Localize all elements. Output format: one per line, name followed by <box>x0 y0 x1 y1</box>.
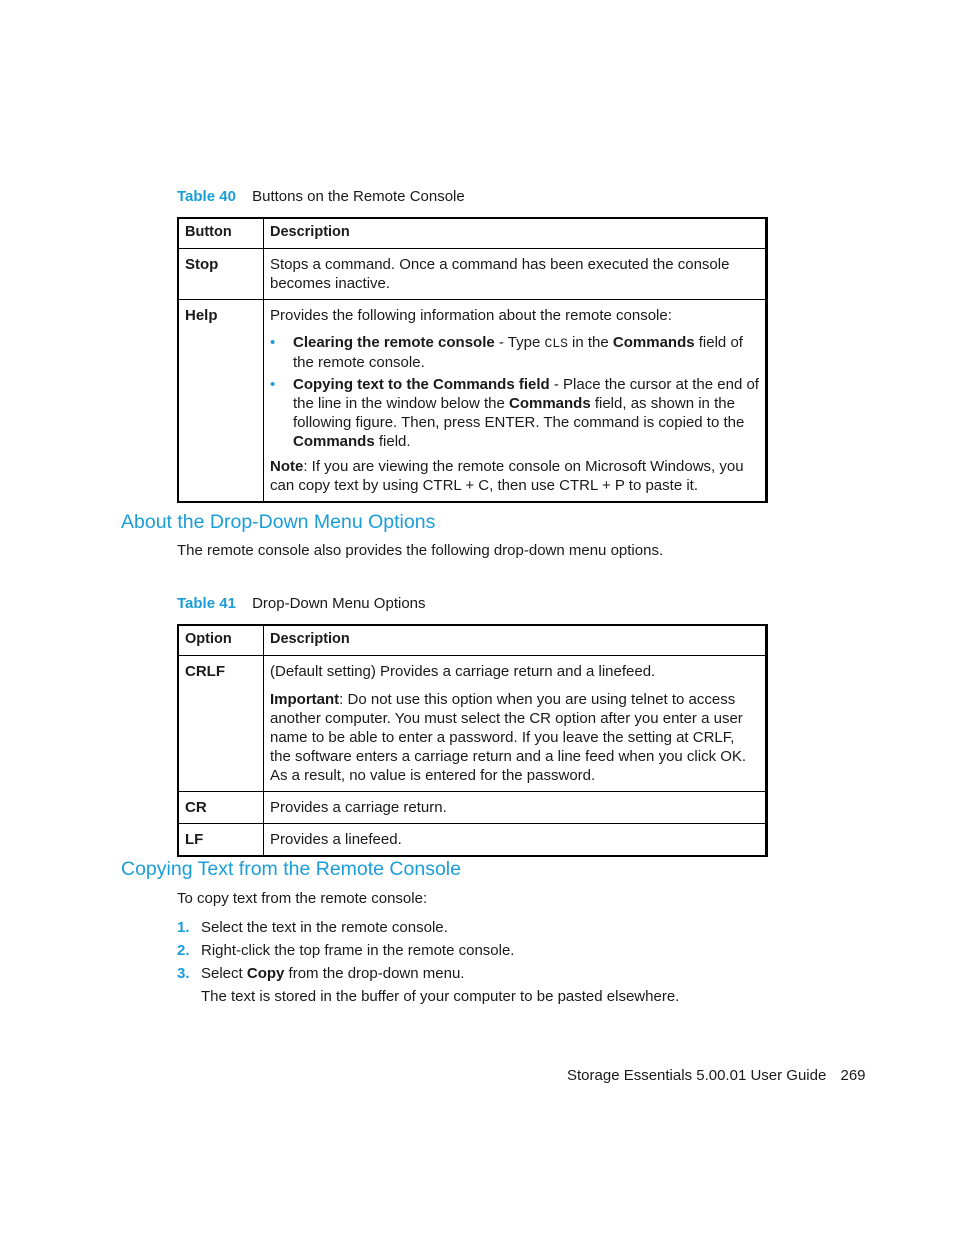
table-40-title: Buttons on the Remote Console <box>252 188 465 205</box>
list-item <box>177 939 514 962</box>
bullet-bold-commands: Commands <box>508 395 591 412</box>
table-row <box>178 656 767 792</box>
section-intro: The remote console also provides the following drop-down menu options. <box>177 542 664 559</box>
footer <box>567 1067 866 1084</box>
list-item <box>177 962 514 985</box>
table-row <box>178 824 767 857</box>
list-item <box>270 333 759 372</box>
section-intro: To copy text from the remote console: <box>177 890 428 907</box>
table-header-row <box>178 218 767 249</box>
step-number: 1. <box>177 919 190 936</box>
table-40-number: Table 40 <box>177 188 236 205</box>
bullet-text: - Place the cursor at the end of the line in the window below the <box>293 376 759 412</box>
column-header-description: Description <box>264 625 767 656</box>
list-item <box>270 375 759 451</box>
step-number: 3. <box>177 965 190 982</box>
page-number: 269 <box>840 1067 866 1084</box>
step-number: 2. <box>177 942 190 959</box>
step-text: Select <box>201 965 247 982</box>
bullet-icon: • <box>270 376 276 393</box>
bullet-icon: • <box>270 334 276 351</box>
bullet-bold-commands: Commands <box>612 334 695 351</box>
step-bold-copy: Copy <box>246 965 285 982</box>
bullet-text: field of the remote console. <box>293 334 743 371</box>
table-row <box>178 300 767 503</box>
step-text: from the drop-down menu. <box>284 965 465 982</box>
list-item <box>177 916 514 939</box>
table-40 <box>177 217 768 503</box>
step-result: The text is stored in the buffer of your computer to be pasted elsewhere. <box>201 988 680 1005</box>
crlf-important <box>270 690 759 785</box>
important-text: : Do not use this option when you are using telnet to access another computer. You must select the CR option after you enter a user name to be able to enter a password. If you leave the setting at CRLF, the software enters a carriage return and a line feed when you click OK. As a result, no value is entered for the password. <box>270 691 747 784</box>
steps-list <box>177 916 514 985</box>
help-note <box>270 457 759 495</box>
step-text: Right-click the top frame in the remote console. <box>201 942 515 959</box>
code-cls: CLS <box>544 336 568 351</box>
table-41-title: Drop-Down Menu Options <box>252 595 426 612</box>
row-key-cr: CR <box>178 792 264 824</box>
important-label: Important <box>270 691 340 708</box>
column-header-option: Option <box>178 625 264 656</box>
row-desc-help <box>264 300 767 503</box>
section-heading-copying-text: Copying Text from the Remote Console <box>121 858 461 880</box>
table-41-caption <box>177 595 426 612</box>
table-header-row <box>178 625 767 656</box>
row-desc-crlf <box>264 656 767 792</box>
crlf-desc: (Default setting) Provides a carriage return and a linefeed. <box>270 663 656 680</box>
row-key-lf: LF <box>178 824 264 857</box>
column-header-button: Button <box>178 218 264 249</box>
help-bullet-list <box>270 333 759 451</box>
step-text: Select the text in the remote console. <box>201 919 448 936</box>
row-desc-cr: Provides a carriage return. <box>264 792 767 824</box>
row-key-help: Help <box>178 300 264 503</box>
table-row <box>178 249 767 300</box>
row-key-stop: Stop <box>178 249 264 300</box>
help-intro: Provides the following information about the remote console: <box>270 307 672 324</box>
column-header-description: Description <box>264 218 767 249</box>
bullet-text: field, as shown in the following figure. Then, press ENTER. The command is copied to the <box>293 395 745 431</box>
bullet-text: field. <box>374 433 411 450</box>
section-heading-dropdown-options: About the Drop-Down Menu Options <box>121 511 436 533</box>
row-desc-stop: Stops a command. Once a command has been executed the console becomes inactive. <box>264 249 767 300</box>
table-40-caption <box>177 188 465 205</box>
row-desc-lf: Provides a linefeed. <box>264 824 767 857</box>
bullet-bold-label: Copying text to the Commands field <box>293 376 550 393</box>
note-label: Note <box>270 458 304 475</box>
table-row <box>178 792 767 824</box>
row-key-crlf: CRLF <box>178 656 264 792</box>
note-text: : If you are viewing the remote console on Microsoft Windows, you can copy text by using CTRL + C, then use CTRL + P to paste it. <box>270 458 744 494</box>
bullet-bold-commands: Commands <box>293 433 375 450</box>
bullet-bold-label: Clearing the remote console <box>293 334 495 351</box>
bullet-text: - Type <box>494 334 545 351</box>
bullet-text: in the <box>567 334 613 351</box>
footer-guide-title: Storage Essentials 5.00.01 User Guide <box>567 1067 827 1084</box>
table-41-number: Table 41 <box>177 595 236 612</box>
table-41 <box>177 624 768 857</box>
